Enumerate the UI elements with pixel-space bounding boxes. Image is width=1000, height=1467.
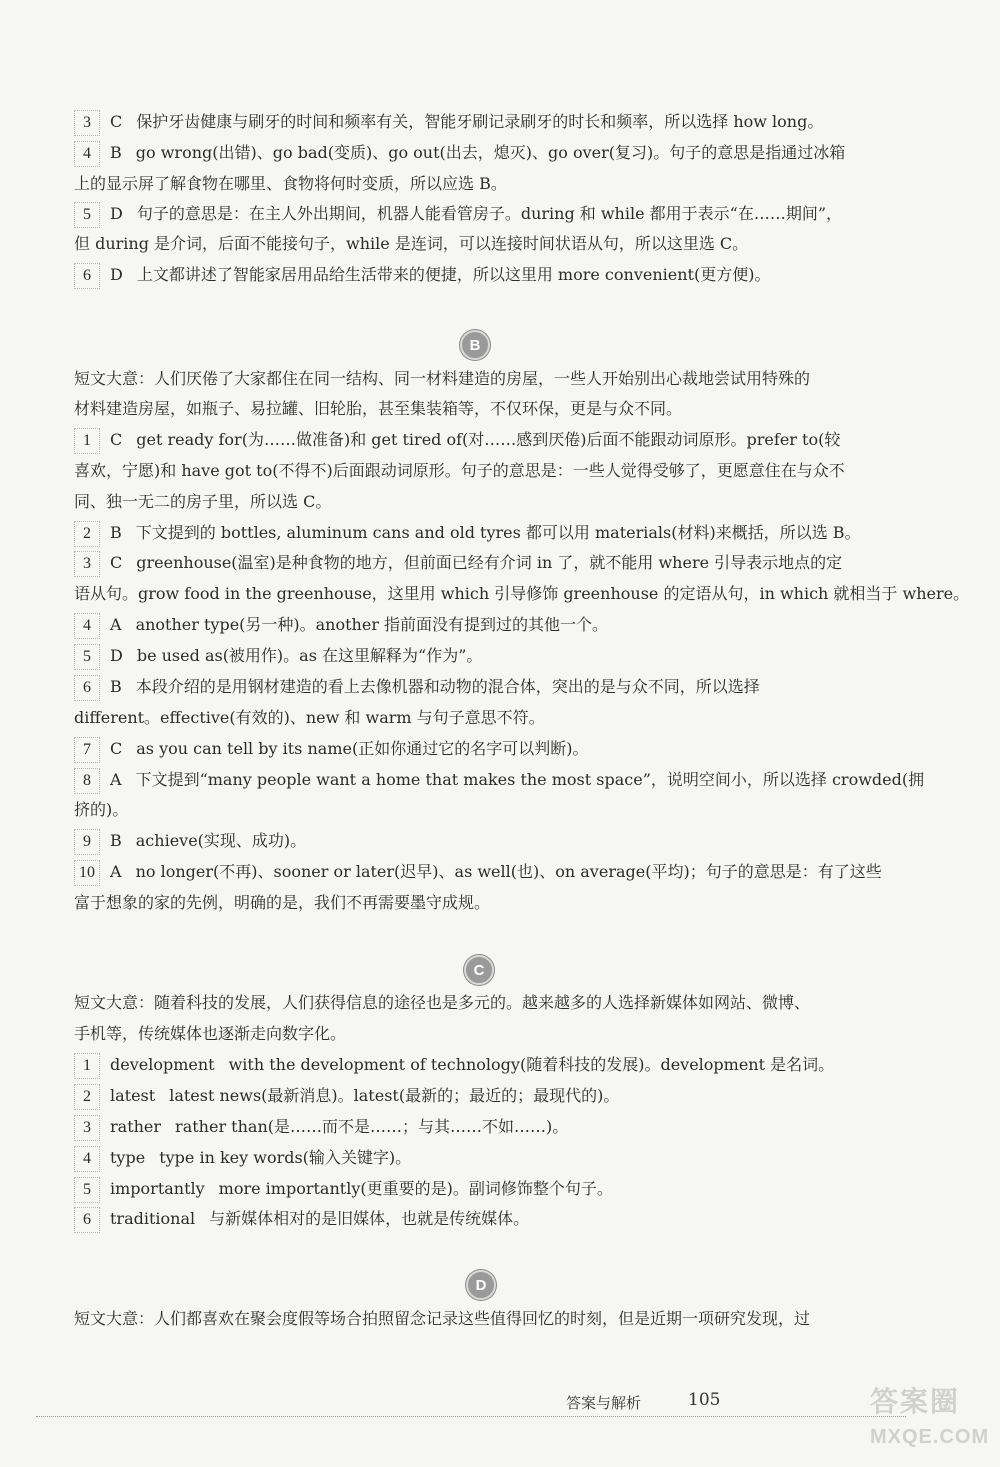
- item-number: 6: [74, 675, 100, 701]
- summary-c-line2: 手机等，传统媒体也逐渐走向数字化。: [74, 1024, 347, 1043]
- answer-item-b7: [74, 737, 924, 763]
- section-badge-d: D: [466, 1270, 496, 1300]
- item-number: 3: [74, 110, 100, 136]
- answer-item-b2: [74, 521, 924, 547]
- item-explanation: 下文提到的 bottles, aluminum cans and old tyres 都可以用 materials(材料)来概括，所以选 B。: [135, 523, 861, 542]
- item-number: 3: [74, 551, 100, 577]
- answer-item-a6: [74, 263, 924, 289]
- answer-item-a3: [74, 110, 924, 136]
- item-explanation: with the development of technology(随着科技的发展)。development 是名词。: [228, 1055, 835, 1074]
- item-explanation-continued: 上的显示屏了解食物在哪里、食物将何时变质，所以应选 B。: [74, 174, 507, 193]
- answer-item-b5: [74, 644, 924, 670]
- section-badge-c: C: [464, 955, 494, 985]
- item-explanation: 句子的意思是：在主人外出期间，机器人能看管房子。during 和 while 都用于表示“在……期间”，: [136, 204, 843, 223]
- item-explanation-continued: 喜欢，宁愿)和 have got to(不得不)后面跟动词原形。句子的意思是：一些人觉得受够了，更愿意住在与众不: [74, 461, 845, 480]
- item-answer: B: [110, 143, 122, 162]
- footer-divider: [36, 1416, 906, 1417]
- item-number: 2: [74, 1084, 100, 1110]
- item-answer: A: [110, 615, 122, 634]
- page-number: 105: [688, 1390, 721, 1410]
- item-number: 6: [74, 1207, 100, 1233]
- item-explanation: 上文都讲述了智能家居用品给生活带来的便捷，所以这里用 more convenient(更方便)。: [136, 265, 771, 284]
- item-answer: D: [110, 265, 123, 284]
- item-explanation: go wrong(出错)、go bad(变质)、go out(出去，熄灭)、go over(复习)。句子的意思是指通过冰箱: [135, 143, 846, 162]
- item-answer: traditional: [110, 1209, 196, 1228]
- site-watermark: [870, 1380, 990, 1460]
- item-answer: C: [110, 553, 123, 572]
- item-answer: D: [110, 646, 123, 665]
- item-explanation: no longer(不再)、sooner or later(迟早)、as well(也)、on average(平均)；句子的意思是：有了这些: [135, 862, 882, 881]
- item-answer: D: [110, 204, 123, 223]
- answer-item-b10: [74, 860, 924, 886]
- summary-d-line1: 短文大意：人们都喜欢在聚会度假等场合拍照留念记录这些值得回忆的时刻，但是近期一项研究发现，过: [74, 1309, 811, 1328]
- summary-b-line1: 短文大意：人们厌倦了大家都住在同一结构、同一材料建造的房屋，一些人开始别出心裁地尝试用特殊的: [74, 369, 811, 388]
- item-explanation: 与新媒体相对的是旧媒体，也就是传统媒体。: [209, 1209, 530, 1228]
- item-answer: C: [110, 739, 123, 758]
- answer-item-a4: [74, 141, 924, 167]
- footer-label: 答案与解析: [566, 1394, 642, 1412]
- item-number: 10: [74, 860, 100, 886]
- item-number: 7: [74, 737, 100, 763]
- item-number: 4: [74, 1146, 100, 1172]
- watermark-top: 答案圈: [870, 1386, 961, 1417]
- item-number: 5: [74, 644, 100, 670]
- watermark-bottom: MXQE.COM: [870, 1426, 990, 1448]
- item-answer: importantly: [110, 1179, 205, 1198]
- answer-item-b3: [74, 551, 924, 577]
- answer-item-b4: [74, 613, 924, 639]
- item-number: 5: [74, 1177, 100, 1203]
- item-explanation: another type(另一种)。another 指前面没有提到过的其他一个。: [135, 615, 609, 634]
- item-number: 4: [74, 613, 100, 639]
- item-answer: type: [110, 1148, 146, 1167]
- item-number: 1: [74, 428, 100, 454]
- answer-item-c3: [74, 1115, 924, 1141]
- item-answer: A: [110, 770, 122, 789]
- item-explanation-continued: different。effective(有效的)、new 和 warm 与句子意思不符。: [74, 708, 545, 727]
- answer-item-c2: [74, 1084, 924, 1110]
- item-explanation: be used as(被用作)。as 在这里解释为“作为”。: [136, 646, 483, 665]
- answer-item-b6: [74, 675, 924, 701]
- answer-item-b8: [74, 768, 924, 794]
- item-explanation: as you can tell by its name(正如你通过它的名字可以判断)。: [136, 739, 589, 758]
- answer-item-a5: [74, 202, 924, 228]
- item-explanation-continued: 富于想象的家的先例，明确的是，我们不再需要墨守成规。: [74, 893, 491, 912]
- answer-item-c4: [74, 1146, 924, 1172]
- item-answer: A: [110, 862, 122, 881]
- item-answer: B: [110, 523, 122, 542]
- item-explanation: type in key words(输入关键字)。: [159, 1148, 412, 1167]
- item-answer: C: [110, 112, 123, 131]
- item-number: 5: [74, 202, 100, 228]
- answer-item-c1: [74, 1053, 924, 1079]
- item-explanation: 下文提到“many people want a home that makes the most space”，说明空间小，所以选择 crowded(拥: [135, 770, 925, 789]
- item-number: 6: [74, 263, 100, 289]
- item-answer: C: [110, 430, 123, 449]
- item-number: 4: [74, 141, 100, 167]
- item-number: 1: [74, 1053, 100, 1079]
- item-answer: development: [110, 1055, 215, 1074]
- item-answer: latest: [110, 1086, 156, 1105]
- item-number: 8: [74, 768, 100, 794]
- item-explanation: get ready for(为……做准备)和 get tired of(对……感到厌倦)后面不能跟动词原形。prefer to(较: [136, 430, 841, 449]
- answer-item-c5: [74, 1177, 924, 1203]
- item-answer: rather: [110, 1117, 162, 1136]
- item-explanation: 保护牙齿健康与刷牙的时间和频率有关，智能牙刷记录刷牙的时长和频率，所以选择 how long。: [136, 112, 824, 131]
- summary-b-line2: 材料建造房屋，如瓶子、易拉罐、旧轮胎，甚至集装箱等，不仅环保，更是与众不同。: [74, 399, 683, 418]
- item-number: 2: [74, 521, 100, 547]
- item-explanation: greenhouse(温室)是种食物的地方，但前面已经有介词 in 了，就不能用 where 引导表示地点的定: [136, 553, 843, 572]
- item-answer: B: [110, 831, 122, 850]
- item-number: 3: [74, 1115, 100, 1141]
- answer-item-c6: [74, 1207, 924, 1233]
- item-explanation-continued: 同、独一无二的房子里，所以选 C。: [74, 492, 332, 511]
- answer-item-b1: [74, 428, 924, 454]
- item-explanation: more importantly(更重要的是)。副词修饰整个句子。: [218, 1179, 613, 1198]
- item-explanation: achieve(实现、成功)。: [135, 831, 307, 850]
- answer-item-b9: [74, 829, 924, 855]
- item-explanation-continued: 但 during 是介词，后面不能接句子，while 是连词，可以连接时间状语从句，所以这里选 C。: [74, 234, 749, 253]
- summary-c-line1: 短文大意：随着科技的发展，人们获得信息的途径也是多元的。越来越多的人选择新媒体如网站、微博、: [74, 993, 811, 1012]
- item-explanation: 本段介绍的是用钢材建造的看上去像机器和动物的混合体，突出的是与众不同，所以选择: [135, 677, 760, 696]
- section-badge-b: B: [460, 330, 490, 360]
- item-explanation: latest news(最新消息)。latest(最新的；最近的；最现代的)。: [169, 1086, 620, 1105]
- item-explanation-continued: 挤的)。: [74, 800, 129, 819]
- item-explanation: rather than(是……而不是……；与其……不如……)。: [175, 1117, 569, 1136]
- item-answer: B: [110, 677, 122, 696]
- item-number: 9: [74, 829, 100, 855]
- item-explanation-continued: 语从句。grow food in the greenhouse，这里用 which 引导修饰 greenhouse 的定语从句，in which 就相当于 where。: [74, 584, 970, 603]
